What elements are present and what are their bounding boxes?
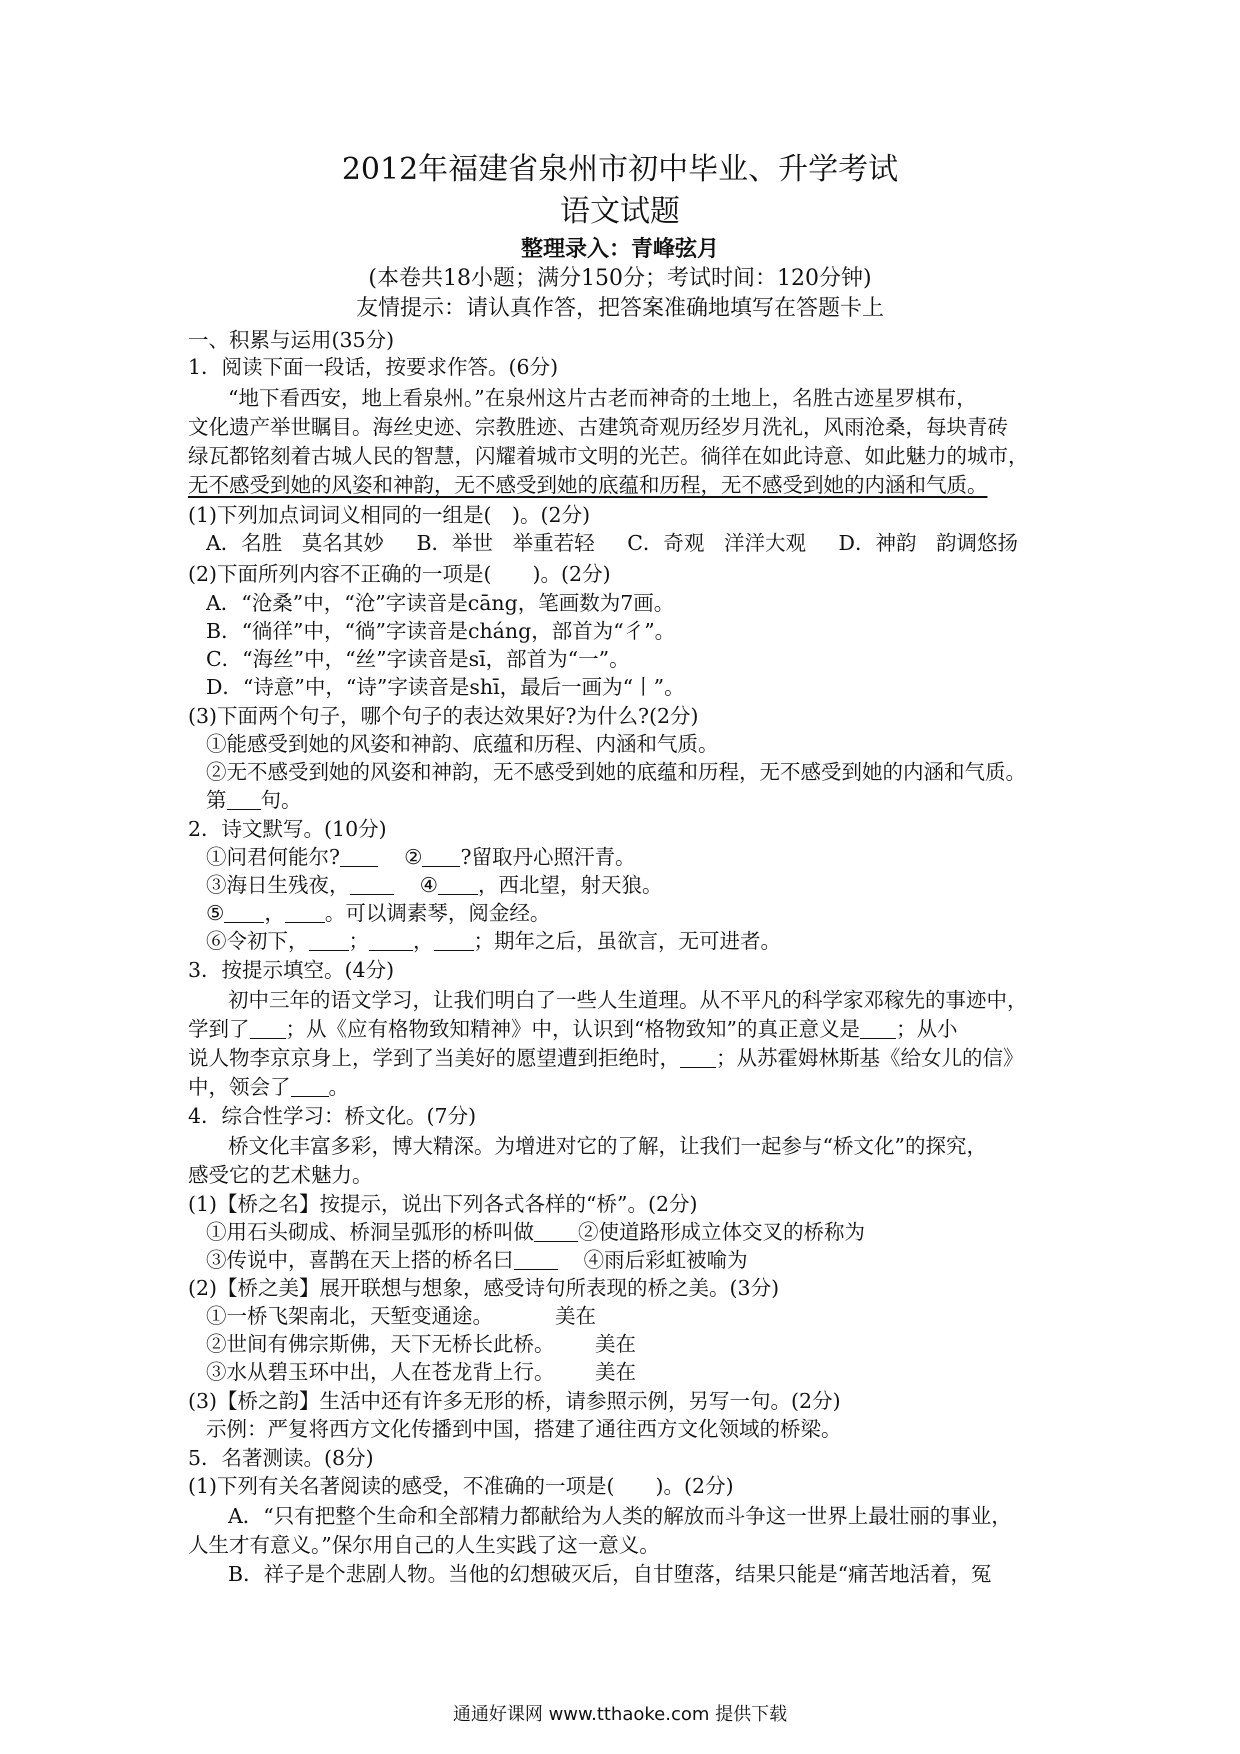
q4-sub2-meizai: 美在 [595,1332,636,1356]
q2-line-2: ③海日生残夜， ④ ，西北望，射天狼。 [206,873,663,897]
page-footer: 通通好课网 www.tthaoke.com 提供下载 [452,1704,788,1725]
q4-paragraph-line: 桥文化丰富多彩，博大精深。为增进对它的了解，让我们一起参与“桥文化”的探究， [228,1134,987,1158]
q4-title: 4．综合性学习：桥文化。(7分) [188,1104,477,1128]
q5-title: 5．名著测读。(8分) [188,1446,374,1470]
answer-blank[interactable] [422,846,460,867]
option-b-phrase: 举重若轻 [512,531,595,555]
q1-sub3-sentence-2: ②无不感受到她的风姿和神韵，无不感受到她的底蕴和历程，无不感受到她的内涵和气质。 [206,760,1026,784]
q3-paragraph-line: 学到了 ；从《应有格物致知精神》中，认识到“格物致知”的真正意义是 ；从小 [188,1017,958,1041]
q4-sub1-line-2: ③传说中，喜鹊在天上搭的桥名曰 ④雨后彩虹被喻为 [206,1248,748,1272]
answer-blank[interactable] [680,1047,716,1068]
q5-option-b-line: B．祥子是个悲剧人物。当他的幻想破灭后，自甘堕落，结果只能是“痛苦地活着，冤 [228,1562,992,1586]
answer-blank[interactable] [227,789,261,810]
q4-sub2-poem-1: ①一桥飞架南北，天堑变通途。 [206,1304,493,1328]
q1-title: 1．阅读下面一段话，按要求作答。(6分) [188,355,559,379]
option-a-phrase: 莫名其妙 [301,531,384,555]
q1-sub3-sentence-1: ①能感受到她的风姿和神韵、底蕴和历程、内涵和气质。 [206,732,719,756]
option-c-word: C．奇观 [627,531,705,555]
option-a-word: A．名胜 [206,531,283,555]
q2-line-3: ⑤ ， 。可以调素琴，阅金经。 [206,901,551,925]
exam-tip: 友情提示：请认真作答，把答案准确地填写在答题卡上 [355,296,884,321]
q1-sub2: (2)下面所列内容不正确的一项是( )。(2分) [188,562,611,586]
q1-sub3: (3)下面两个句子，哪个句子的表达效果好?为什么?(2分) [188,704,699,728]
answer-blank[interactable] [438,874,478,895]
q1-paragraph-line: 绿瓦都铭刻着古城人民的智慧，闪耀着城市文明的光芒。徜徉在如此诗意、如此魅力的城市， [188,444,1029,468]
q1-underlined-sentence: 无不感受到她的风姿和神韵，无不感受到她的底蕴和历程，无不感受到她的内涵和气质。 [188,473,988,497]
answer-blank[interactable] [340,846,378,867]
q2-line-1: ①问君何能尔? ② ?留取丹心照汗青。 [206,845,636,869]
answer-blank[interactable] [309,930,349,951]
section-heading: 一、积累与运用(35分) [188,328,395,352]
q1-sub2-option-c: C．“海丝”中，“丝”字读音是sī，部首为“一”。 [206,647,630,671]
exam-info: (本卷共18小题；满分150分；考试时间：120分钟) [368,266,872,291]
answer-blank[interactable] [860,1018,896,1039]
q2-title: 2．诗文默写。(10分) [188,817,387,841]
option-b-word: B．举世 [416,531,494,555]
compiler-line: 整理录入：青峰弦月 [520,236,719,262]
q5-option-a-line: 人生才有意义。”保尔用自己的人生实践了这一意义。 [188,1533,660,1557]
exam-subtitle: 语文试题 [560,194,680,229]
answer-blank[interactable] [434,930,474,951]
q4-sub2-poem-2: ②世间有佛宗斯佛，天下无桥长此桥。 [206,1332,555,1356]
q1-sub2-option-b: B．“徜徉”中，“徜”字读音是cháng，部首为“彳”。 [206,619,676,643]
answer-blank[interactable] [369,930,413,951]
q4-sub2-poem-3: ③水从碧玉环中出，人在苍龙背上行。 [206,1360,555,1384]
q1-sub2-option-a: A．“沧桑”中，“沧”字读音是cāng，笔画数为7画。 [206,591,675,615]
option-d-phrase: 韵调悠扬 [936,531,1019,555]
q1-sub1-options [206,530,1018,557]
q3-paragraph-line: 说人物李京京身上，学到了当美好的愿望遭到拒绝时， ；从苏霍姆林斯基《给女儿的信》 [188,1046,1024,1070]
q1-sub1: (1)下列加点词词义相同的一组是( )。(2分) [188,503,591,527]
q1-sub3-answer: 第 句。 [206,788,302,812]
q4-sub2-meizai: 美在 [595,1360,636,1384]
q4-sub3: (3)【桥之韵】生活中还有许多无形的桥，请参照示例，另写一句。(2分) [188,1389,841,1413]
option-c-phrase: 洋洋大观 [723,531,806,555]
answer-blank[interactable] [350,874,394,895]
option-d-word: D．神韵 [838,531,917,555]
answer-blank[interactable] [250,1018,286,1039]
q3-paragraph-line: 初中三年的语文学习，让我们明白了一些人生道理。从不平凡的科学家邓稼先的事迹中， [228,988,1028,1012]
q4-sub2-meizai: 美在 [555,1304,596,1328]
exam-title: 2012年福建省泉州市初中毕业、升学考试 [341,152,899,187]
answer-blank[interactable] [224,902,264,923]
answer-blank[interactable] [285,902,325,923]
q1-sub2-option-d: D．“诗意”中，“诗”字读音是shī，最后一画为“丨”。 [206,675,685,699]
q3-paragraph-line: 中，领会了 。 [188,1075,349,1099]
q4-sub1-line-1: ①用石头砌成、桥洞呈弧形的桥叫做 ②使道路形成立体交叉的桥称为 [206,1220,865,1244]
q4-sub1: (1)【桥之名】按提示，说出下列各式各样的“桥”。(2分) [188,1192,698,1216]
q5-option-a-line: A．“只有把整个生命和全部精力都献给为人类的解放而斗争这一世界上最壮丽的事业， [228,1504,1012,1528]
q1-paragraph-line: 文化遗产举世瞩目。海丝史迹、宗教胜迹、古建筑奇观历经岁月洗礼，风雨沧桑，每块青砖 [188,415,1008,439]
q2-line-4: ⑥令初下， ； ， ；期年之后，虽欲言，无可进者。 [206,929,781,953]
q3-title: 3．按提示填空。(4分) [188,958,395,982]
q4-sub3-example: 示例：严复将西方文化传播到中国，搭建了通往西方文化领域的桥梁。 [206,1417,842,1441]
q4-sub2: (2)【桥之美】展开联想与想象，感受诗句所表现的桥之美。(3分) [188,1276,780,1300]
answer-blank[interactable] [291,1076,329,1097]
answer-blank[interactable] [534,1221,578,1242]
q4-paragraph-line: 感受它的艺术魅力。 [188,1163,373,1187]
q1-paragraph-line: “地下看西安，地上看泉州。”在泉州这片古老而神奇的土地上，名胜古迹星罗棋布， [228,386,977,410]
q5-sub1: (1)下列有关名著阅读的感受，不准确的一项是( )。(2分) [188,1474,734,1498]
answer-blank[interactable] [514,1249,558,1270]
